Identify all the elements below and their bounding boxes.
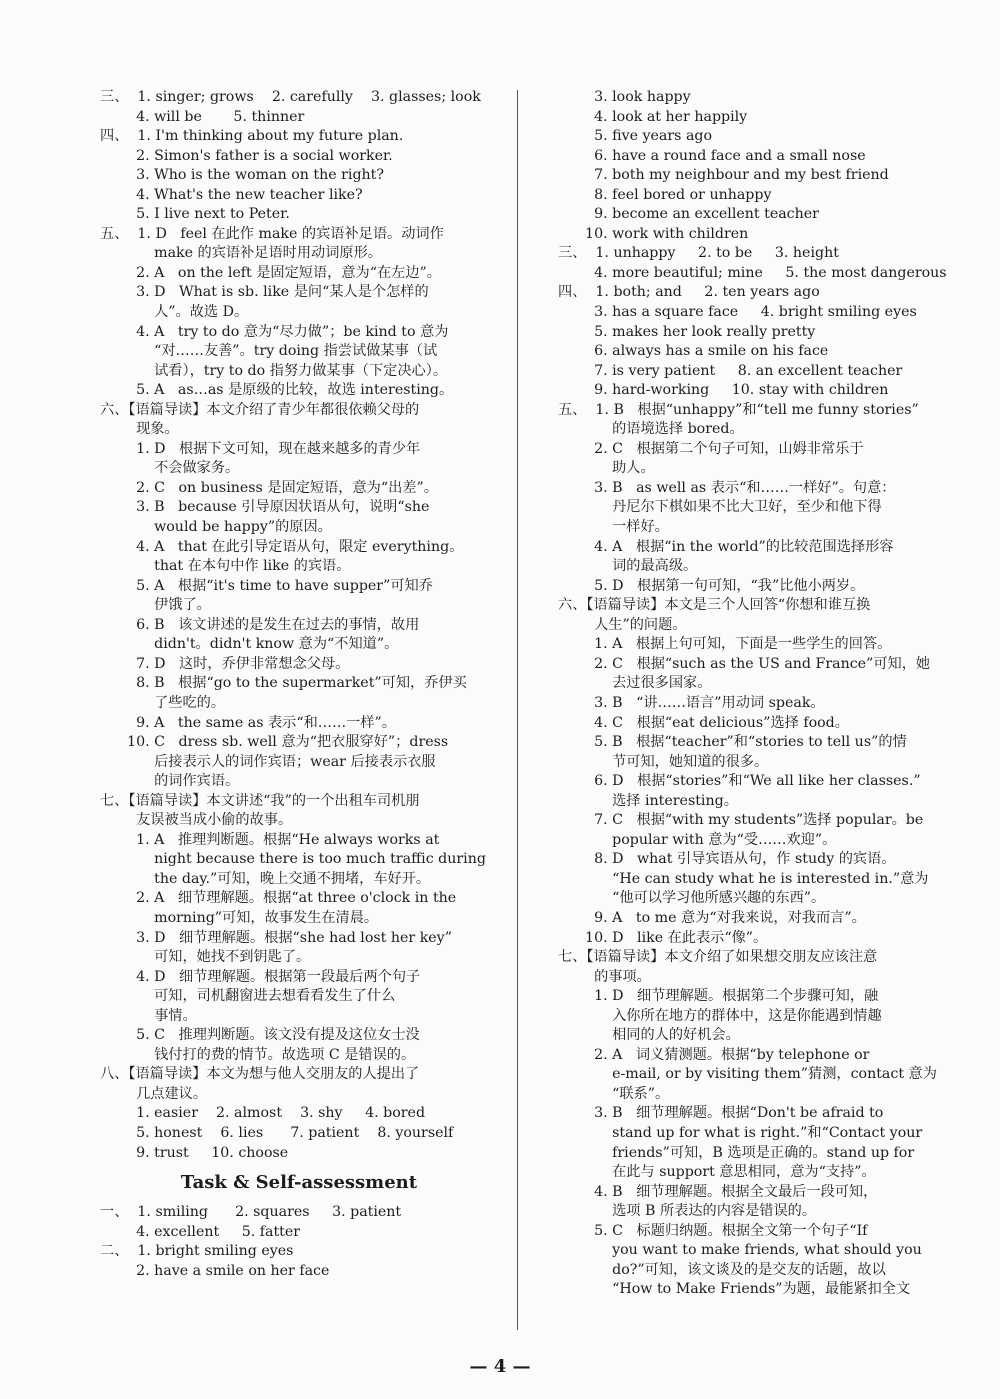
answer-line: night because there is too much traffic during <box>100 851 486 868</box>
right-column <box>558 88 947 1300</box>
answer-line: 伊饿了。 <box>100 597 211 614</box>
answer-line: 2. have a smile on her face <box>100 1262 330 1279</box>
answer-line: 7. both my neighbour and my best friend <box>558 167 889 184</box>
answer-line: 相同的人的好机会。 <box>558 1027 740 1044</box>
answer-line: 五、 1. B 根据“unhappy”和“tell me funny stories” <box>558 401 919 418</box>
answer-line: morning”可知，故事发生在清晨。 <box>100 909 379 926</box>
answer-line: 3. look happy <box>558 89 691 105</box>
answer-line: 2. A 细节理解题。根据“at three o'clock in the <box>100 890 457 907</box>
answer-line: 1. D 细节理解题。根据第二个步骤可知，融 <box>558 988 879 1005</box>
answer-line: 6. have a round face and a small nose <box>558 147 866 164</box>
answer-line: 2. A on the left 是固定短语，意为“在左边”。 <box>100 264 441 281</box>
answer-line: 5. B 根据“teacher”和“stories to tell us”的情 <box>558 734 907 751</box>
answer-line: 八、【语篇导读】本文为想与他人交朋友的人提出了 <box>100 1066 420 1083</box>
answer-line: 选项 B 所表达的内容是错误的。 <box>558 1203 817 1220</box>
answer-line: 五、 1. D feel 在此作 make 的宾语补足语。动词作 <box>100 225 444 242</box>
answer-line: 7. is very patient 8. an excellent teacher <box>558 362 903 379</box>
answer-line: 5. D 根据第一句可知，“我”比他小两岁。 <box>558 577 865 594</box>
answer-line: 8. D what 引导宾语从句，作 study 的宾语。 <box>558 851 896 868</box>
answer-line: 一样好。 <box>558 519 669 536</box>
answer-line: 6. always has a smile on his face <box>558 343 829 360</box>
answer-line: 现象。 <box>100 421 179 438</box>
answer-line: 10. C dress sb. well 意为“把衣服穿好”；dress <box>100 734 449 751</box>
answer-line: “联系”。 <box>558 1085 670 1102</box>
answer-line: 七、【语篇导读】本文介绍了如果想交朋友应该注意 <box>558 949 878 966</box>
answer-line: 8. B 根据“go to the supermarket”可知，乔伊买 <box>100 675 467 692</box>
answer-line: 5. C 标题归纳题。根据全文第一个句子“If <box>558 1222 868 1239</box>
answer-line: 三、 1. singer; grows 2. carefully 3. glasses; look <box>100 89 481 105</box>
answer-line: 六、【语篇导读】本文是三个人回答“你想和谁互换 <box>558 597 871 614</box>
answer-line: 3. D What is sb. like 是问“某人是个怎样的 <box>100 284 429 301</box>
answer-line: 一、 1. smiling 2. squares 3. patient <box>100 1204 402 1221</box>
answer-line: 9. A the same as 表示“和……一样”。 <box>100 714 396 731</box>
answer-line: 几点建议。 <box>100 1085 208 1102</box>
answer-line: 9. trust 10. choose <box>100 1144 289 1161</box>
page-number: — 4 — <box>469 1356 531 1377</box>
answer-line: 10. work with children <box>558 225 749 242</box>
answer-line: 四、 1. both; and 2. ten years ago <box>558 284 820 301</box>
answer-line: the day.”可知，晚上交通不拥堵，车好开。 <box>100 870 431 887</box>
answer-line: 三、 1. unhappy 2. to be 3. height <box>558 245 839 262</box>
answer-line: 7. C 根据“with my students”选择 popular。be <box>558 812 924 829</box>
answer-line: 1. easier 2. almost 3. shy 4. bored <box>100 1105 426 1122</box>
answer-line: 1. D 根据下文可知，现在越来越多的青少年 <box>100 440 421 457</box>
answer-line: 的语境选择 bored。 <box>558 421 744 438</box>
answer-line: 了些吃的。 <box>100 694 226 711</box>
answer-line: friends”可知，B 选项是正确的。stand up for <box>558 1144 915 1161</box>
answer-line: 4. D 细节理解题。根据第一段最后两个句子 <box>100 968 421 985</box>
answer-line: 5. makes her look really pretty <box>558 323 816 340</box>
answer-line: 4. A 根据“in the world”的比较范围选择形容 <box>558 538 894 555</box>
answer-line: “He can study what he is interested in.”意为 <box>558 870 929 887</box>
answer-line: 4. look at her happily <box>558 108 748 125</box>
answer-line: 3. B because 引导原因状语从句，说明“she <box>100 499 430 516</box>
answer-line: 去过很多国家。 <box>558 675 712 692</box>
answer-line: 二、 1. bright smiling eyes <box>100 1243 294 1260</box>
answer-line: 10. D like 在此表示“像”。 <box>558 929 768 946</box>
answer-line: 2. Simon's father is a social worker. <box>100 147 393 164</box>
answer-line: that 在本句中作 like 的宾语。 <box>100 558 351 575</box>
answer-line: 六、【语篇导读】本文介绍了青少年都很依赖父母的 <box>100 401 420 418</box>
answer-line: 人生”的问题。 <box>558 616 687 633</box>
answer-line: 后接表示人的词作宾语；wear 后接表示衣服 <box>100 753 436 770</box>
answer-line: 不会做家务。 <box>100 460 240 477</box>
answer-line: 4. A try to do 意为“尽力做”；be kind to 意为 <box>100 323 449 340</box>
answer-line: 入你所在地方的群体中，这是你能遇到情趣 <box>558 1007 882 1024</box>
answer-line: 2. C 根据“such as the US and France”可知，她 <box>558 655 931 672</box>
answer-line: would be happy”的原因。 <box>100 519 332 536</box>
answer-line: 2. C on business 是固定短语，意为“出差”。 <box>100 479 438 496</box>
answer-line: 选择 interesting。 <box>558 792 738 809</box>
answer-line: 4. C 根据“eat delicious”选择 food。 <box>558 714 849 731</box>
answer-line: 9. become an excellent teacher <box>558 206 819 223</box>
answer-line: 5. honest 6. lies 7. patient 8. yourself <box>100 1124 454 1141</box>
answer-line: 在此与 support 意思相同，意为“支持”。 <box>558 1164 876 1181</box>
answer-line: 1. A 根据上句可知，下面是一些学生的回答。 <box>558 636 892 653</box>
answer-line: you want to make friends, what should you <box>558 1242 922 1259</box>
answer-line: 3. B as well as 表示“和……一样好”。句意： <box>558 479 896 496</box>
answer-line: 词的最高级。 <box>558 558 698 575</box>
answer-line: 5. I live next to Peter. <box>100 206 290 223</box>
answer-line: 七、【语篇导读】本文讲述“我”的一个出租车司机朋 <box>100 792 420 809</box>
answer-line: 助人。 <box>558 460 655 477</box>
answer-line: 2. A 词义猜测题。根据“by telephone or <box>558 1046 870 1063</box>
answer-line: 5. A 根据“it's time to have supper”可知乔 <box>100 577 433 594</box>
answer-line: 可知，司机翻窗进去想看看发生了什么 <box>100 988 396 1005</box>
answer-line: 4. excellent 5. fatter <box>100 1223 301 1240</box>
answer-line: 6. D 根据“stories”和“We all like her classes.” <box>558 773 921 790</box>
answer-line: 3. D 细节理解题。根据“she had lost her key” <box>100 929 452 946</box>
answer-line: 8. feel bored or unhappy <box>558 186 772 203</box>
answer-line: 钱付打的费的情节。故选项 C 是错误的。 <box>100 1046 416 1063</box>
answer-line: 的事项。 <box>558 968 651 985</box>
right-answer-lines <box>558 88 947 1300</box>
answer-line: 3. has a square face 4. bright smiling eyes <box>558 304 917 321</box>
answer-line: 1. A 推理判断题。根据“He always works at <box>100 831 440 848</box>
answer-line: 可知，她找不到钥匙了。 <box>100 949 311 966</box>
answer-line: 2. C 根据第二个句子可知，山姆非常乐于 <box>558 440 864 457</box>
answer-line: 4. will be 5. thinner <box>100 108 305 125</box>
answer-line: 5. five years ago <box>558 128 713 145</box>
answer-line: 四、 1. I'm thinking about my future plan. <box>100 128 404 145</box>
answer-line: 9. A to me 意为“对我来说，对我而言”。 <box>558 909 866 926</box>
answer-line: popular with 意为“受……欢迎”。 <box>558 831 837 848</box>
answer-line: do?”可知，该文谈及的是交友的话题，故以 <box>558 1261 886 1278</box>
answer-line: 5. A as…as 是原级的比较，故选 interesting。 <box>100 382 454 399</box>
answer-line: 丹尼尔下棋如果不比大卫好，至少和他下得 <box>558 499 882 516</box>
section-title: Task & Self-assessment <box>180 1172 418 1194</box>
answer-line: “他可以学习他所感兴趣的东西”。 <box>558 890 826 907</box>
answer-line: 4. B 细节理解题。根据全文最后一段可知， <box>558 1183 878 1200</box>
answer-line: 友误被当成小偷的故事。 <box>100 812 293 829</box>
answer-line: 节可知，她知道的很多。 <box>558 753 769 770</box>
left-after-title-lines <box>100 1203 498 1281</box>
answer-line: 事情。 <box>100 1007 197 1024</box>
answer-line: 3. B 细节理解题。根据“Don't be afraid to <box>558 1105 884 1122</box>
answer-line: e-mail, or by visiting them”猜测，contact 意为 <box>558 1066 937 1083</box>
answer-line: 4. What's the new teacher like? <box>100 186 363 203</box>
left-column <box>100 88 498 1281</box>
answer-line: “How to Make Friends”为题，最能紧扣全文 <box>558 1281 911 1298</box>
answer-line: 6. B 该文讲述的是发生在过去的事情，故用 <box>100 616 420 633</box>
answer-line: 9. hard-working 10. stay with children <box>558 382 889 399</box>
left-answer-lines <box>100 88 498 1163</box>
answer-line: 5. C 推理判断题。该文没有提及这位女士没 <box>100 1027 420 1044</box>
column-divider <box>517 90 518 1330</box>
answer-line: didn't。didn't know 意为“不知道”。 <box>100 636 399 653</box>
answer-line: 3. Who is the woman on the right? <box>100 167 384 184</box>
answer-line: 的词作宾语。 <box>100 773 240 790</box>
answer-line: 7. D 这时，乔伊非常想念父母。 <box>100 655 350 672</box>
answer-line: 试看），try to do 指努力做某事（下定决心）。 <box>100 362 448 379</box>
answer-line: “对……友善”。try doing 指尝试做某事（试 <box>100 343 438 360</box>
answer-line: 人”。故选 D。 <box>100 304 249 321</box>
answer-line: stand up for what is right.”和“Contact your <box>558 1124 923 1141</box>
answer-line: 4. A that 在此引导定语从句，限定 everything。 <box>100 538 464 555</box>
answer-line: make 的宾语补足语时用动词原形。 <box>100 245 382 262</box>
answer-line: 3. B “讲……语言”用动词 speak。 <box>558 694 825 711</box>
answer-line: 4. more beautiful; mine 5. the most dangerous <box>558 264 947 281</box>
